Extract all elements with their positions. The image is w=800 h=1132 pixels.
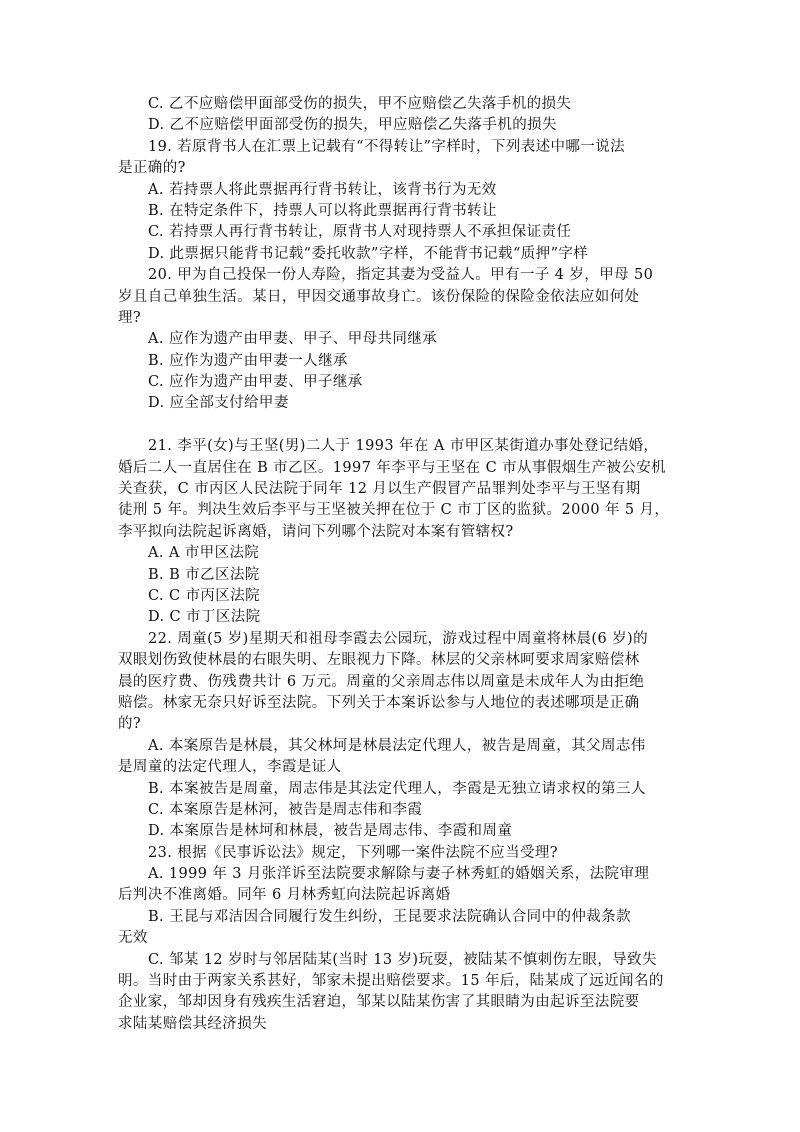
question-stem: 徒刑 5 年。判决生效后李平与王坚被关押在位于 C 市丁区的监狱。2000 年 5 月，	[118, 502, 670, 519]
option-d: D. C 市丁区法院	[148, 609, 261, 626]
question-stem: 的?	[118, 716, 142, 733]
option-b: B. 在特定条件下，持票人可以将此票据再行背书转让	[148, 202, 497, 219]
option-a: A. A 市甲区法院	[148, 545, 260, 562]
option-a-continued: 后判决不准离婚。同年 6 月林秀虹向法院起诉离婚	[118, 887, 451, 904]
question-stem: 双眼划伤致使林晨的右眼失明、左眼视力下降。林层的父亲林呵要求周家赔偿林	[118, 652, 640, 669]
question-stem: 晨的医疗费、伤残费共计 6 万元。周童的父亲周志伟以周童是未成年人为由拒绝	[118, 673, 645, 690]
question-21	[118, 436, 688, 629]
question-19	[118, 137, 688, 265]
question-stem: 关查获，C 市丙区人民法院于同年 12 月以生产假冒产品罪判处李平与王坚有期	[118, 481, 641, 498]
option-a: A. 本案原告是林晨，其父林坷是林晨法定代理人，被告是周童，其父周志伟	[148, 737, 646, 754]
option-c: C. C 市丙区法院	[148, 587, 260, 604]
option-b-continued: 无效	[118, 930, 148, 947]
option-a: A. 应作为遗产由甲妻、甲子、甲母共同继承	[148, 331, 438, 348]
option-c-continued: 求陆某赔偿其经济损失	[118, 1015, 267, 1032]
question-stem: 是正确的?	[118, 160, 186, 177]
question-23	[118, 843, 688, 1036]
option-a: A. 1999 年 3 月张洋诉至法院要求解除与妻子林秀虹的婚姻关系，法院审理	[148, 866, 650, 883]
question-stem: 岁且自己单独生活。某日，甲因交通事故身亡。该份保险的保险金依法应如何处	[118, 288, 640, 305]
option-d: D. 应全部支付给甲妻	[148, 395, 289, 412]
option-a: A. 若持票人将此票据再行背书转让，该背书行为无效	[148, 181, 497, 198]
option-c-continued: 明。当时由于两家关系甚好，邹家未提出赔偿要求。15 年后，陆某成了远近闻名的	[118, 973, 664, 990]
option-b: B. 王昆与邓洁因合同履行发生纠纷，王昆要求法院确认合同中的仲裁条款	[148, 908, 631, 925]
option-c-continued: 企业家，邹却因身有残疾生活窘迫，邹某以陆某伤害了其眼睛为由起诉至法院要	[118, 994, 640, 1011]
option-c: C. 邹某 12 岁时与邻居陆某(当时 13 岁)玩耍，被陆某不慎刺伤左眼，导致失	[148, 951, 657, 968]
option-d: D. 乙不应赔偿甲面部受伤的损失，甲应赔偿乙失落手机的损失	[148, 117, 557, 134]
question-stem: 婚后二人一直居住在 B 市乙区。1997 年李平与王坚在 C 市从事假烟生产被公安机	[118, 459, 666, 476]
option-c: C. 本案原告是林河，被告是周志伟和李霞	[148, 801, 423, 818]
question-stem: 20. 甲为自己投保一份人寿险，指定其妻为受益人。甲有一子 4 岁，甲母 50	[148, 267, 654, 284]
option-c: C. 若持票人再行背书转让，原背书人对现持票人不承担保证责任	[148, 224, 572, 241]
option-c: C. 乙不应赔偿甲面部受伤的损失，甲不应赔偿乙失落手机的损失	[148, 96, 572, 112]
option-b: B. B 市乙区法院	[148, 566, 260, 583]
blank-line	[118, 415, 688, 436]
question-stem: 22. 周童(5 岁)星期天和祖母李霞去公园玩，游戏过程中周童将林晨(6 岁)的	[148, 630, 648, 647]
option-c: C. 应作为遗产由甲妻、甲子继承	[148, 374, 363, 391]
question-stem: 19. 若原背书人在汇票上记载有“不得转让”字样时，下列表述中哪一说法	[148, 138, 625, 155]
question-20	[118, 265, 688, 415]
option-d: D. 本案原告是林坷和林晨，被告是周志伟、李霞和周童	[148, 823, 513, 840]
document-page	[118, 94, 688, 1035]
option-d: D. 此票据只能背书记载“委托收款”字样，不能背书记载“质押”字样	[148, 245, 589, 262]
question-stem: 23. 根据《民事诉讼法》规定，下列哪一案件法院不应当受理?	[148, 844, 558, 861]
option-b: B. 应作为遗产由甲妻一人继承	[148, 352, 348, 369]
question-stem: 21. 李平(女)与王坚(男)二人于 1993 年在 A 市甲区某街道办事处登记结婚，	[148, 438, 659, 455]
option-b: B. 本案被告是周童，周志伟是其法定代理人，李霞是无独立请求权的第三人	[148, 780, 646, 797]
option-a-continued: 是周童的法定代理人，李霞是证人	[118, 759, 342, 776]
question-stem: 理?	[118, 309, 142, 326]
question-stem: 李平拟向法院起诉离婚，请问下列哪个法院对本案有管辖权?	[118, 523, 514, 540]
question-stem: 赔偿。林家无奈只好诉至法院。下列关于本案诉讼参与人地位的表述哪项是正确	[118, 694, 640, 711]
question-22	[118, 629, 688, 843]
question-18-options	[118, 94, 688, 137]
